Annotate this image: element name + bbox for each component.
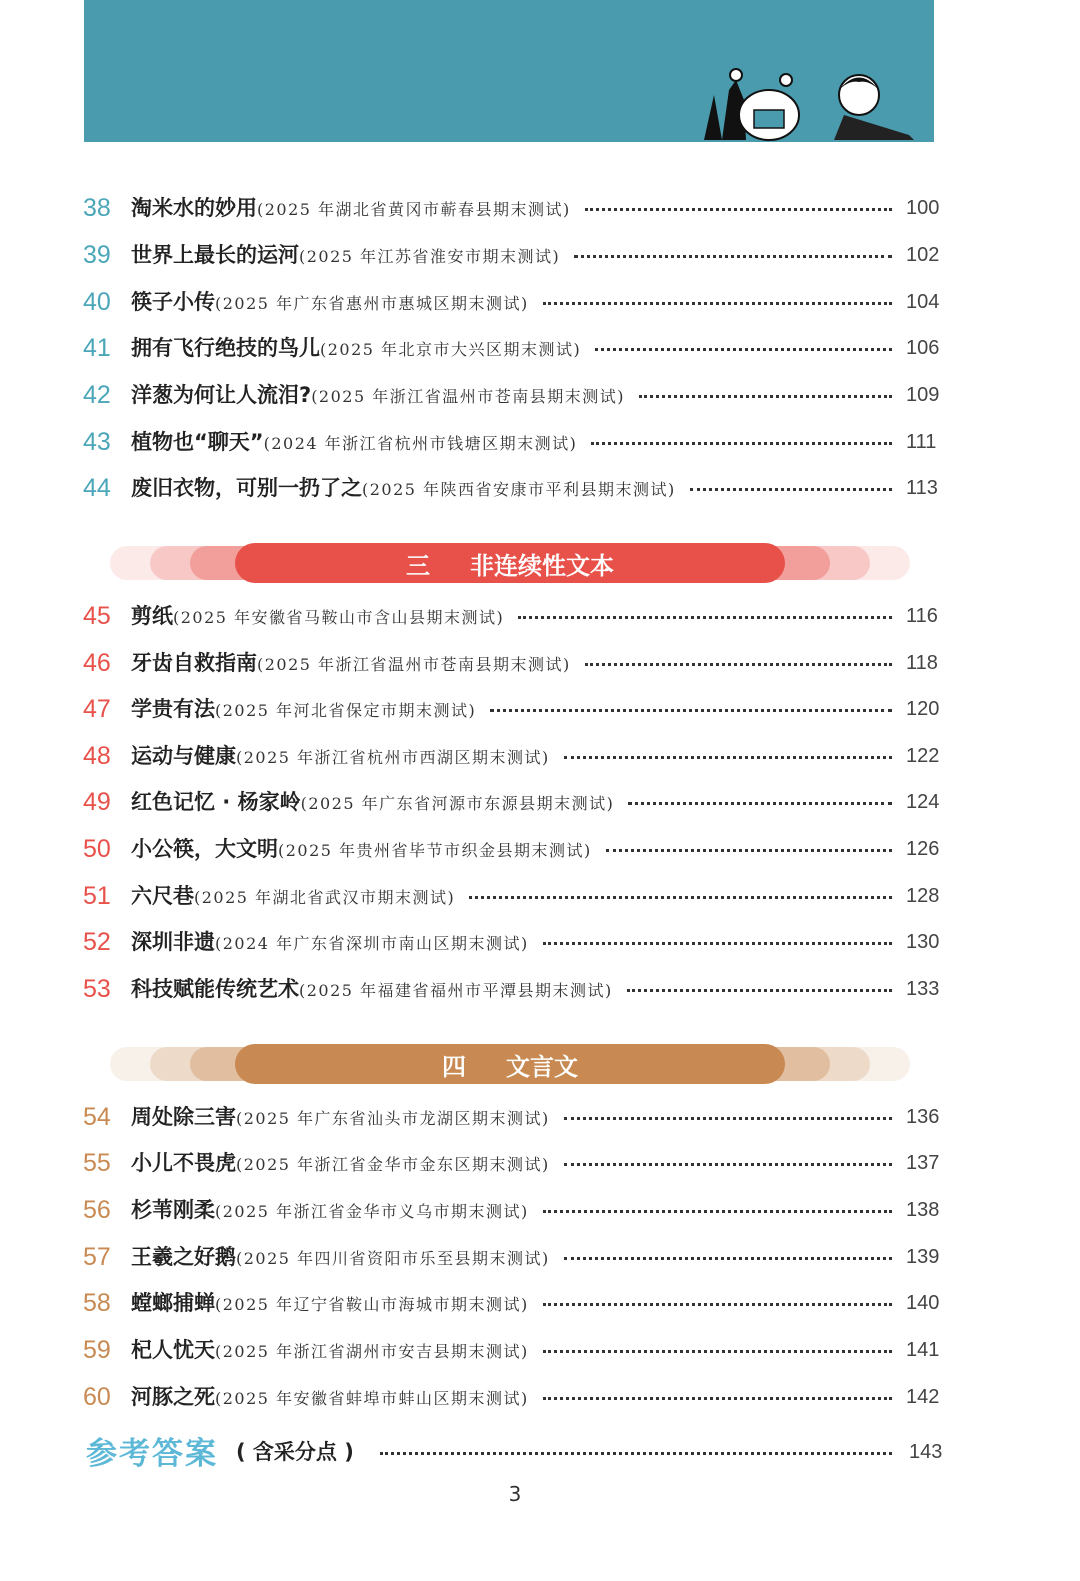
- entry-title: 淘米水的妙用: [131, 196, 257, 220]
- dot-leader: [490, 709, 892, 712]
- entry-source: (2025 年安徽省马鞍山市含山县期末测试): [173, 608, 505, 627]
- toc-entry-59[interactable]: [0, 1330, 1080, 1370]
- entry-title-group: [131, 1283, 529, 1325]
- entry-title-group: [131, 468, 676, 510]
- cartoon-illustration: [674, 40, 934, 145]
- entry-page-number: 120: [906, 698, 940, 720]
- dot-leader: [518, 616, 892, 619]
- entry-number: 46: [83, 649, 111, 677]
- entry-page-number: 104: [906, 291, 940, 313]
- entry-page-number: 116: [906, 605, 938, 627]
- entry-number: 38: [83, 194, 111, 222]
- toc-entry-54[interactable]: [0, 1097, 1080, 1137]
- entry-title-group: [131, 1330, 529, 1372]
- entry-page-number: 126: [906, 838, 940, 860]
- entry-page-number: 136: [906, 1106, 940, 1128]
- entry-page-number: 141: [906, 1339, 940, 1361]
- entry-title: 废旧衣物，可别一扔了之: [131, 476, 362, 500]
- section-heading-text: 非连续性文本: [470, 551, 614, 580]
- header-banner: [84, 0, 934, 142]
- entry-title: 红色记忆 · 杨家岭: [131, 790, 301, 814]
- entry-title-group: [131, 1237, 550, 1279]
- dot-leader: [606, 849, 892, 852]
- entry-title-group: [131, 876, 455, 918]
- entry-number: 58: [83, 1289, 111, 1317]
- dot-leader: [543, 1350, 892, 1353]
- toc-entry-60[interactable]: [0, 1377, 1080, 1417]
- entry-number: 42: [83, 381, 111, 409]
- dot-leader: [639, 395, 892, 398]
- toc-entry-53[interactable]: [0, 969, 1080, 1009]
- entry-page-number: 124: [906, 791, 940, 813]
- toc-entry-46[interactable]: [0, 643, 1080, 683]
- dot-leader: [585, 208, 892, 211]
- entry-title-group: [131, 922, 529, 964]
- dot-leader: [627, 989, 892, 992]
- entry-source: (2025 年福建省福州市平潭县期末测试): [299, 981, 613, 1000]
- entry-title-group: [131, 282, 529, 324]
- entry-source: (2025 年浙江省杭州市西湖区期末测试): [236, 748, 550, 767]
- dot-leader: [690, 488, 892, 491]
- entry-title: 杞人忧天: [131, 1338, 215, 1362]
- dot-leader: [564, 1163, 892, 1166]
- entry-title: 运动与健康: [131, 744, 236, 768]
- toc-entry-55[interactable]: [0, 1143, 1080, 1183]
- section-heading-pill: [235, 543, 785, 583]
- entry-page-number: 139: [906, 1246, 940, 1268]
- entry-source: (2025 年陕西省安康市平利县期末测试): [362, 480, 676, 499]
- entry-title-group: [131, 1097, 550, 1139]
- toc-entry-58[interactable]: [0, 1283, 1080, 1323]
- entry-page-number: 142: [906, 1386, 940, 1408]
- entry-title: 河豚之死: [131, 1385, 215, 1409]
- entry-source: (2025 年广东省惠州市惠城区期末测试): [215, 294, 529, 313]
- entry-number: 40: [83, 288, 111, 316]
- entry-title-group: [131, 235, 560, 277]
- section-heading-number: 四: [442, 1052, 466, 1081]
- entry-title: 科技赋能传统艺术: [131, 977, 299, 1001]
- toc-entry-56[interactable]: [0, 1190, 1080, 1230]
- entry-title: 深圳非遗: [131, 930, 215, 954]
- entry-title: 小公筷，大文明: [131, 837, 278, 861]
- entry-title-group: [131, 375, 625, 417]
- answers-dot-leader: [380, 1452, 892, 1455]
- entry-page-number: 118: [906, 652, 938, 674]
- entry-title: 周处除三害: [131, 1105, 236, 1129]
- entry-number: 41: [83, 334, 111, 362]
- toc-entry-41[interactable]: [0, 328, 1080, 368]
- entry-title-group: [131, 829, 592, 871]
- answers-page-number: 143: [909, 1441, 943, 1463]
- entry-number: 49: [83, 788, 111, 816]
- entry-source: (2025 年湖北省武汉市期末测试): [194, 888, 456, 907]
- entry-title: 王羲之好鹅: [131, 1245, 236, 1269]
- section-heading-number: 三: [406, 551, 430, 580]
- toc-entry-38[interactable]: [0, 188, 1080, 228]
- toc-entry-40[interactable]: [0, 282, 1080, 322]
- toc-entry-51[interactable]: [0, 876, 1080, 916]
- toc-entry-48[interactable]: [0, 736, 1080, 776]
- section-heading-text: 文言文: [506, 1052, 578, 1081]
- section-heading-1: [110, 543, 910, 583]
- toc-entry-47[interactable]: [0, 689, 1080, 729]
- entry-title-group: [131, 596, 504, 638]
- entry-source: (2025 年浙江省湖州市安吉县期末测试): [215, 1342, 529, 1361]
- dot-leader: [543, 1210, 892, 1213]
- entry-page-number: 128: [906, 885, 940, 907]
- section-heading-pill: [235, 1044, 785, 1084]
- entry-page-number: 111: [906, 431, 937, 453]
- entry-number: 57: [83, 1243, 111, 1271]
- dot-leader: [574, 255, 892, 258]
- entry-source: (2025 年四川省资阳市乐至县期末测试): [236, 1249, 550, 1268]
- entry-title-group: [131, 188, 571, 230]
- entry-source: (2025 年湖北省黄冈市蕲春县期末测试): [257, 200, 571, 219]
- entry-number: 56: [83, 1196, 111, 1224]
- entry-page-number: 140: [906, 1292, 940, 1314]
- entry-number: 53: [83, 975, 111, 1003]
- entry-source: (2025 年浙江省金华市义乌市期末测试): [215, 1202, 529, 1221]
- dot-leader: [543, 1397, 892, 1400]
- dot-leader: [595, 348, 892, 351]
- entry-page-number: 122: [906, 745, 940, 767]
- entry-page-number: 137: [906, 1152, 940, 1174]
- entry-number: 54: [83, 1103, 111, 1131]
- entry-source: (2024 年浙江省杭州市钱塘区期末测试): [263, 434, 578, 453]
- entry-title-group: [131, 328, 581, 370]
- toc-entry-52[interactable]: [0, 922, 1080, 962]
- dot-leader: [585, 663, 892, 666]
- entry-page-number: 106: [906, 337, 940, 359]
- entry-title-group: [131, 1190, 529, 1232]
- entry-title-group: [131, 969, 613, 1011]
- entry-title: 六尺巷: [131, 884, 194, 908]
- entry-title-group: [131, 422, 577, 464]
- entry-number: 55: [83, 1149, 111, 1177]
- dot-leader: [564, 1257, 892, 1260]
- entry-page-number: 109: [906, 384, 940, 406]
- entry-title-group: [131, 1143, 550, 1185]
- toc-entry-39[interactable]: [0, 235, 1080, 275]
- answers-title[interactable]: 参考答案: [86, 1436, 218, 1472]
- entry-title: 剪纸: [131, 604, 173, 628]
- entry-source: (2025 年浙江省温州市苍南县期末测试): [311, 387, 625, 406]
- entry-number: 52: [83, 928, 111, 956]
- entry-source: (2025 年江苏省淮安市期末测试): [299, 247, 561, 266]
- entry-source: (2025 年辽宁省鞍山市海城市期末测试): [215, 1295, 529, 1314]
- entry-page-number: 100: [906, 197, 940, 219]
- entry-page-number: 138: [906, 1199, 940, 1221]
- entry-source: (2025 年安徽省蚌埠市蚌山区期末测试): [215, 1389, 529, 1408]
- entry-source: (2024 年广东省深圳市南山区期末测试): [215, 934, 529, 953]
- entry-source: (2025 年北京市大兴区期末测试): [320, 340, 582, 359]
- entry-page-number: 102: [906, 244, 940, 266]
- entry-title: 杉苇刚柔: [131, 1198, 215, 1222]
- entry-title: 螳螂捕蝉: [131, 1291, 215, 1315]
- toc-entry-44[interactable]: [0, 468, 1080, 508]
- toc-entry-43[interactable]: [0, 422, 1080, 462]
- entry-source: (2025 年贵州省毕节市织金县期末测试): [278, 841, 592, 860]
- dot-leader: [628, 802, 892, 805]
- entry-title: 小儿不畏虎: [131, 1151, 236, 1175]
- entry-number: 50: [83, 835, 111, 863]
- entry-title-group: [131, 782, 614, 824]
- entry-page-number: 133: [906, 978, 940, 1000]
- entry-number: 43: [83, 428, 111, 456]
- entry-source: (2025 年广东省汕头市龙湖区期末测试): [236, 1109, 550, 1128]
- entry-title: 筷子小传: [131, 290, 215, 314]
- dot-leader: [591, 442, 892, 445]
- toc-entry-49[interactable]: [0, 782, 1080, 822]
- entry-title-group: [131, 643, 571, 685]
- toc-entry-42[interactable]: [0, 375, 1080, 415]
- entry-page-number: 113: [906, 477, 938, 499]
- entry-number: 45: [83, 602, 111, 630]
- entry-source: (2025 年浙江省温州市苍南县期末测试): [257, 655, 571, 674]
- entry-title: 牙齿自救指南: [131, 651, 257, 675]
- entry-title-group: [131, 736, 550, 778]
- entry-title: 洋葱为何让人流泪?: [131, 383, 312, 407]
- entry-number: 47: [83, 695, 111, 723]
- entry-source: (2025 年浙江省金华市金东区期末测试): [236, 1155, 550, 1174]
- dot-leader: [564, 756, 892, 759]
- entry-number: 59: [83, 1336, 111, 1364]
- toc-entry-50[interactable]: [0, 829, 1080, 869]
- entry-page-number: 130: [906, 931, 940, 953]
- dot-leader: [469, 896, 892, 899]
- entry-title: 植物也“聊天”: [131, 430, 264, 454]
- entry-number: 39: [83, 241, 111, 269]
- toc-entry-57[interactable]: [0, 1237, 1080, 1277]
- entry-source: (2025 年河北省保定市期末测试): [215, 701, 477, 720]
- dot-leader: [543, 1303, 892, 1306]
- toc-entry-45[interactable]: [0, 596, 1080, 636]
- entry-title-group: [131, 1377, 529, 1419]
- section-heading-2: [110, 1044, 910, 1084]
- entry-number: 51: [83, 882, 111, 910]
- entry-title: 学贵有法: [131, 697, 215, 721]
- answers-subtitle: ( 含采分点 ): [236, 1440, 354, 1464]
- entry-title-group: [131, 689, 476, 731]
- entry-title: 世界上最长的运河: [131, 243, 299, 267]
- entry-number: 44: [83, 474, 111, 502]
- entry-source: (2025 年广东省河源市东源县期末测试): [300, 794, 615, 813]
- dot-leader: [564, 1117, 892, 1120]
- entry-number: 60: [83, 1383, 111, 1411]
- page-number: 3: [508, 1482, 522, 1506]
- entry-number: 48: [83, 742, 111, 770]
- dot-leader: [543, 942, 892, 945]
- dot-leader: [543, 302, 892, 305]
- entry-title: 拥有飞行绝技的鸟儿: [131, 336, 320, 360]
